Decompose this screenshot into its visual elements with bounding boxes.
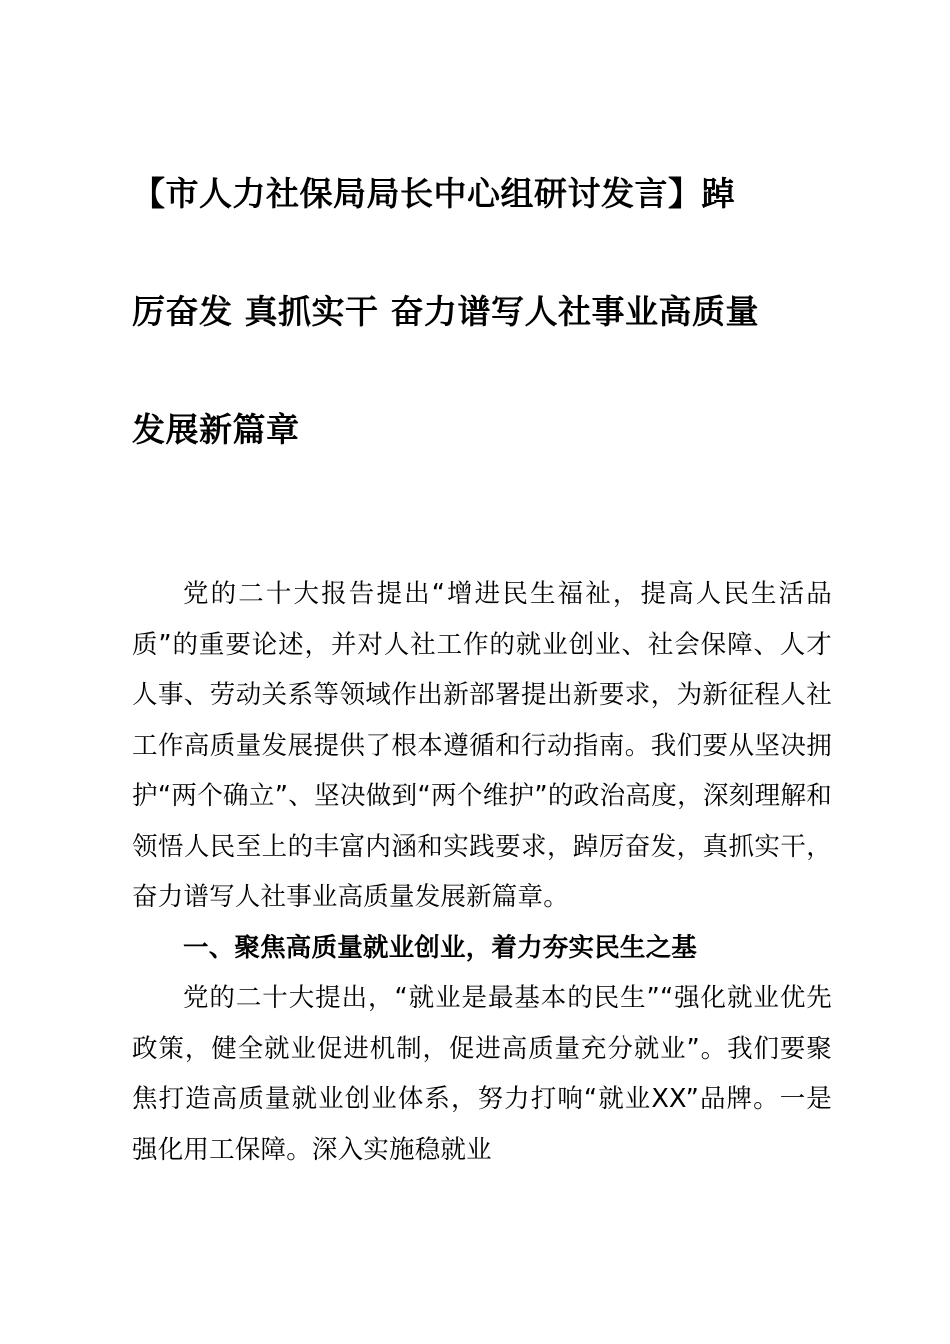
- paragraph-section-1: 党的二十大提出，“就业是最基本的民生”“强化就业优先政策，健全就业促进机制，促进高质量充分就业”。我们要聚焦打造高质量就业创业体系，努力打响“就业XX”品牌。一是强化用工保障。深入实施稳就业: [132, 983, 832, 1165]
- title-body-spacer: [132, 495, 832, 569]
- page-title-line-3: 发展新篇章: [132, 410, 300, 449]
- page-title-line-2: 厉奋发 真抓实干 奋力谱写人社事业高质量: [132, 292, 759, 331]
- page-title-line-1: 【市人力社保局局长中心组研讨发言】踔: [132, 174, 735, 213]
- paragraph-intro: 党的二十大报告提出“增进民生福祉，提高人民生活品质”的重要论述，并对人社工作的就业创业、社会保障、人才人事、劳动关系等领域作出新部署提出新要求，为新征程人社工作高质量发展提供了根本遵循和行动指南。我们要从坚决拥护“两个确立”、坚决做到“两个维护”的政治高度，深刻理解和领悟人民至上的丰富内涵和实践要求，踔厉奋发，真抓实干，奋力谱写人社事业高质量发展新篇章。: [132, 579, 832, 912]
- section-heading-1: 一、聚焦高质量就业创业，着力夯实民生之基: [183, 932, 698, 963]
- page-title: [132, 135, 832, 489]
